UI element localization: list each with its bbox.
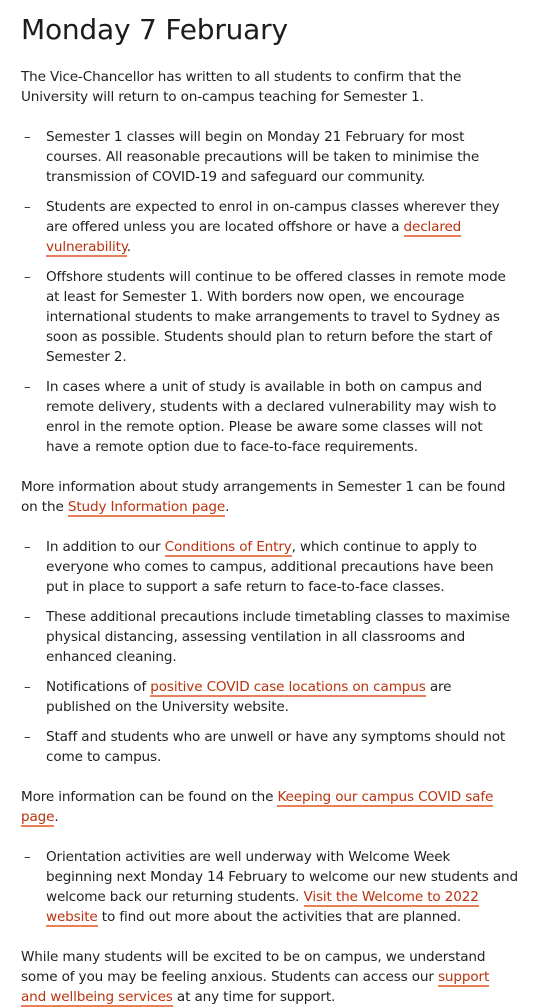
bullet-list-precautions bbox=[21, 537, 518, 767]
bullet-list-orientation bbox=[21, 847, 518, 927]
list-item: – Orientation activities are well underway with Welcome Week beginning next Monday 14 February to welcome our new students and welcome back our returning students. Visit the Welcome to 2022 website to find out more about the activities that are planned. bbox=[24, 849, 518, 925]
dash-marker: – bbox=[24, 379, 31, 395]
dash-marker: – bbox=[24, 539, 31, 555]
list-item: – Students are expected to enrol in on-campus classes wherever they are offered unless you are located offshore or have a declared vulnerability. bbox=[24, 199, 500, 255]
dash-marker: – bbox=[24, 849, 31, 865]
bullet-list-semester bbox=[21, 127, 518, 457]
list-item: – In addition to our Conditions of Entry, which continue to apply to everyone who comes to campus, additional precautions have been put in place to support a safe return to face-to-face classes. bbox=[24, 539, 494, 595]
covid-case-locations-link[interactable]: positive COVID case locations on campus bbox=[150, 679, 426, 695]
list-item: – Semester 1 classes will begin on Monday 21 February for most courses. All reasonable precautions will be taken to minimise the transmission of COVID-19 and safeguard our community. bbox=[24, 129, 480, 185]
study-info-paragraph: More information about study arrangements in Semester 1 can be found on the Study Information page. bbox=[21, 479, 506, 515]
keeping-campus-covid-safe-link[interactable]: Keeping our campus COVID safe page bbox=[21, 789, 494, 825]
intro-paragraph: The Vice-Chancellor has written to all students to confirm that the University will return to on-campus teaching for Semester 1. bbox=[21, 69, 462, 105]
support-wellbeing-services-link[interactable]: support and wellbeing services bbox=[21, 969, 490, 1005]
dash-marker: – bbox=[24, 679, 31, 695]
conditions-of-entry-link[interactable]: Conditions of Entry bbox=[164, 539, 292, 555]
list-item: – Staff and students who are unwell or have any symptoms should not come to campus. bbox=[24, 729, 506, 765]
dash-marker: – bbox=[24, 269, 31, 285]
dash-marker: – bbox=[24, 729, 31, 745]
covid-safe-paragraph: More information can be found on the Keeping our campus COVID safe page. bbox=[21, 789, 494, 825]
list-item: – Notifications of positive COVID case locations on campus are published on the University website. bbox=[24, 679, 452, 715]
list-item: – Offshore students will continue to be offered classes in remote mode at least for Semester 1. With borders now open, we encourage international students to make arrangements to travel to Sydney as soon as possible. Students should plan to return before the start of Semester 2. bbox=[24, 269, 506, 365]
list-item: – In cases where a unit of study is available in both on campus and remote delivery, students with a declared vulnerability may wish to enrol in the remote option. Please be aware some classes will not have a remote option due to face-to-face requirements. bbox=[24, 379, 497, 455]
page-title: Monday 7 February bbox=[21, 13, 288, 46]
dash-marker: – bbox=[24, 129, 31, 145]
study-information-page-link[interactable]: Study Information page bbox=[67, 499, 226, 515]
welcome-2022-website-link[interactable]: Visit the Welcome to 2022 website bbox=[46, 889, 479, 925]
dash-marker: – bbox=[24, 199, 31, 215]
dash-marker: – bbox=[24, 609, 31, 625]
declared-vulnerability-link[interactable]: declared vulnerability bbox=[46, 219, 462, 255]
list-item: – These additional precautions include timetabling classes to maximise physical distancing, assessing ventilation in all classrooms and enhanced cleaning. bbox=[24, 609, 510, 665]
wellbeing-paragraph: While many students will be excited to be on campus, we understand some of you may be feeling anxious. Students can access our support and wellbeing services at any time for support. bbox=[21, 949, 490, 1005]
